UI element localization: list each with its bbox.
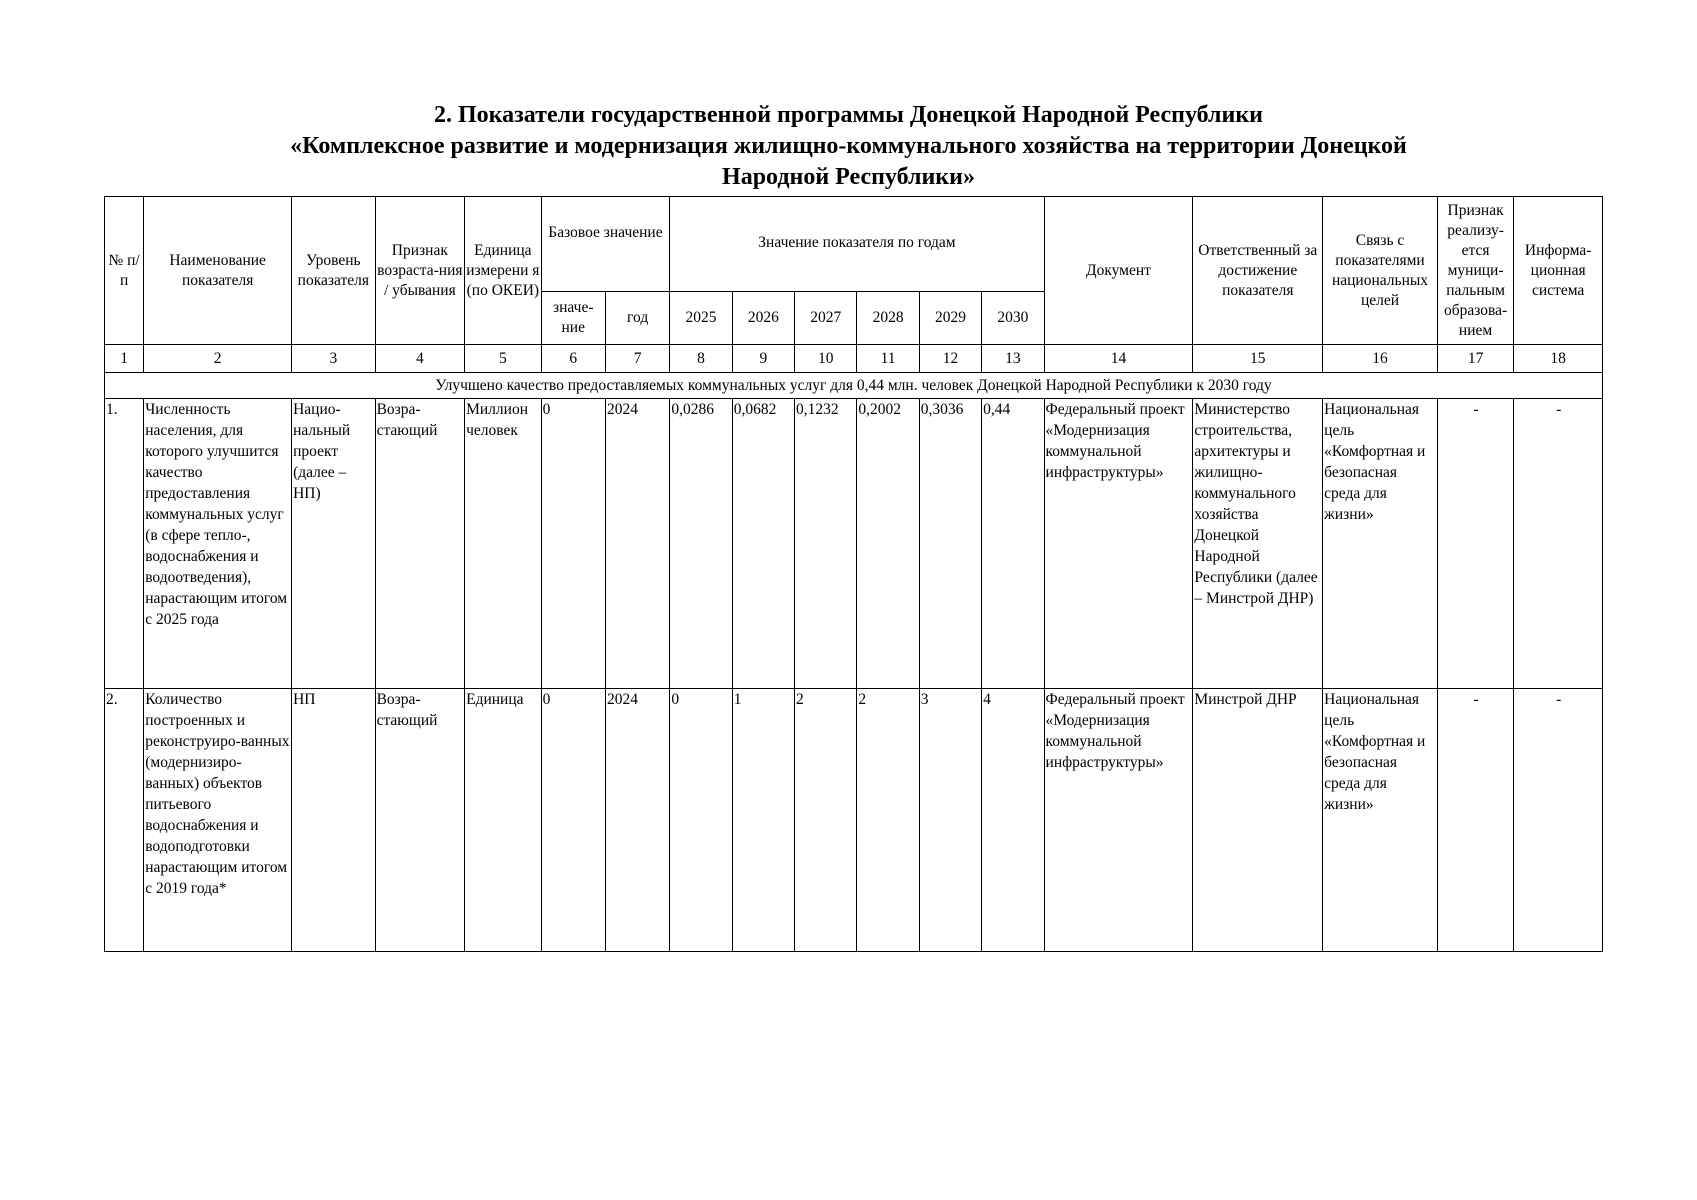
row-responsible: Министерство строительства, архитектуры и жилищно-коммунального хозяйства Донецкой Народной Республики (далее – Минстрой ДНР)	[1193, 399, 1323, 689]
column-number: 7	[605, 345, 669, 373]
row-value-2026: 0,0682	[732, 399, 794, 689]
row-name: Количество построенных и реконструиро-ванных (модернизиро-ванных) объектов питьевого водоснабжения и водоподготовки нарастающим итогом с 2019 года*	[144, 689, 292, 952]
row-num: 1.	[105, 399, 144, 689]
column-number: 17	[1437, 345, 1513, 373]
row-value-2025: 0,0286	[670, 399, 732, 689]
column-number: 11	[857, 345, 919, 373]
row-base-year: 2024	[605, 689, 669, 952]
header-municipal: Признак реализу-ется муници-пальным образова-нием	[1437, 197, 1513, 345]
header-row-1	[105, 197, 1603, 292]
header-year-2027: 2027	[795, 292, 857, 345]
column-number: 8	[670, 345, 732, 373]
header-base-value: значе-ние	[541, 292, 605, 345]
title-line-3: Народной Республики»	[722, 164, 975, 190]
row-link: Национальная цель «Комфортная и безопасная среда для жизни»	[1323, 399, 1438, 689]
header-base: Базовое значение	[541, 197, 670, 292]
header-level: Уровень показателя	[292, 197, 375, 345]
row-trend: Возра-стающий	[375, 399, 465, 689]
table-row	[105, 689, 1603, 952]
column-number: 15	[1193, 345, 1323, 373]
header-year-2025: 2025	[670, 292, 732, 345]
row-value-2027: 2	[795, 689, 857, 952]
row-num: 2.	[105, 689, 144, 952]
column-number: 10	[795, 345, 857, 373]
row-value-2029: 3	[919, 689, 981, 952]
header-name: Наименование показателя	[144, 197, 292, 345]
row-link: Национальная цель «Комфортная и безопасная среда для жизни»	[1323, 689, 1438, 952]
header-link: Связь с показателями национальных целей	[1323, 197, 1438, 345]
column-number: 18	[1514, 345, 1603, 373]
column-number: 13	[982, 345, 1044, 373]
column-number: 1	[105, 345, 144, 373]
row-trend: Возра-стающий	[375, 689, 465, 952]
row-value-2028: 2	[857, 689, 919, 952]
row-municipal: -	[1437, 689, 1513, 952]
row-name: Численность населения, для которого улучшится качество предоставления коммунальных услуг (в сфере тепло-, водоснабжения и водоотведения), нарастающим итогом с 2025 года	[144, 399, 292, 689]
row-value-2025: 0	[670, 689, 732, 952]
title-line-1: 2. Показатели государственной программы Донецкой Народной Республики	[434, 102, 1263, 128]
column-number: 14	[1044, 345, 1193, 373]
section-title: Улучшено качество предоставляемых коммунальных услуг для 0,44 млн. человек Донецкой Народной Республики к 2030 году	[105, 373, 1603, 399]
header-base-year: год	[605, 292, 669, 345]
row-level: НП	[292, 689, 375, 952]
header-document: Документ	[1044, 197, 1193, 345]
row-unit: Единица	[465, 689, 541, 952]
column-number: 2	[144, 345, 292, 373]
row-infosys: -	[1514, 689, 1603, 952]
row-infosys: -	[1514, 399, 1603, 689]
header-year-2030: 2030	[982, 292, 1044, 345]
row-value-2030: 0,44	[982, 399, 1044, 689]
row-document: Федеральный проект «Модернизация коммунальной инфраструктуры»	[1044, 399, 1193, 689]
title-line-2: «Комплексное развитие и модернизация жилищно-коммунального хозяйства на территории Донецкой	[290, 133, 1407, 159]
column-number: 9	[732, 345, 794, 373]
row-value-2030: 4	[982, 689, 1044, 952]
row-value-2028: 0,2002	[857, 399, 919, 689]
row-base-value: 0	[541, 689, 605, 952]
header-year-2028: 2028	[857, 292, 919, 345]
indicators-table	[104, 196, 1603, 952]
header-year-2026: 2026	[732, 292, 794, 345]
column-number: 12	[919, 345, 981, 373]
row-value-2029: 0,3036	[919, 399, 981, 689]
page-title	[0, 100, 1697, 193]
column-number: 16	[1323, 345, 1438, 373]
row-level: Нацио-нальный проект (далее – НП)	[292, 399, 375, 689]
header-responsible: Ответственный за достижение показателя	[1193, 197, 1323, 345]
column-number: 5	[465, 345, 541, 373]
column-numbers-row	[105, 345, 1603, 373]
section-row	[105, 373, 1603, 399]
table-row	[105, 399, 1603, 689]
header-trend: Признак возраста-ния / убывания	[375, 197, 465, 345]
header-year-2029: 2029	[919, 292, 981, 345]
row-unit: Миллион человек	[465, 399, 541, 689]
header-infosys: Информа-ционная система	[1514, 197, 1603, 345]
column-number: 4	[375, 345, 465, 373]
header-years-group: Значение показателя по годам	[670, 197, 1044, 292]
row-municipal: -	[1437, 399, 1513, 689]
row-value-2026: 1	[732, 689, 794, 952]
row-base-value: 0	[541, 399, 605, 689]
header-num: № п/п	[105, 197, 144, 345]
row-base-year: 2024	[605, 399, 669, 689]
header-unit: Единица измерени я (по ОКЕИ)	[465, 197, 541, 345]
row-responsible: Минстрой ДНР	[1193, 689, 1323, 952]
column-number: 6	[541, 345, 605, 373]
column-number: 3	[292, 345, 375, 373]
row-value-2027: 0,1232	[795, 399, 857, 689]
row-document: Федеральный проект «Модернизация коммунальной инфраструктуры»	[1044, 689, 1193, 952]
